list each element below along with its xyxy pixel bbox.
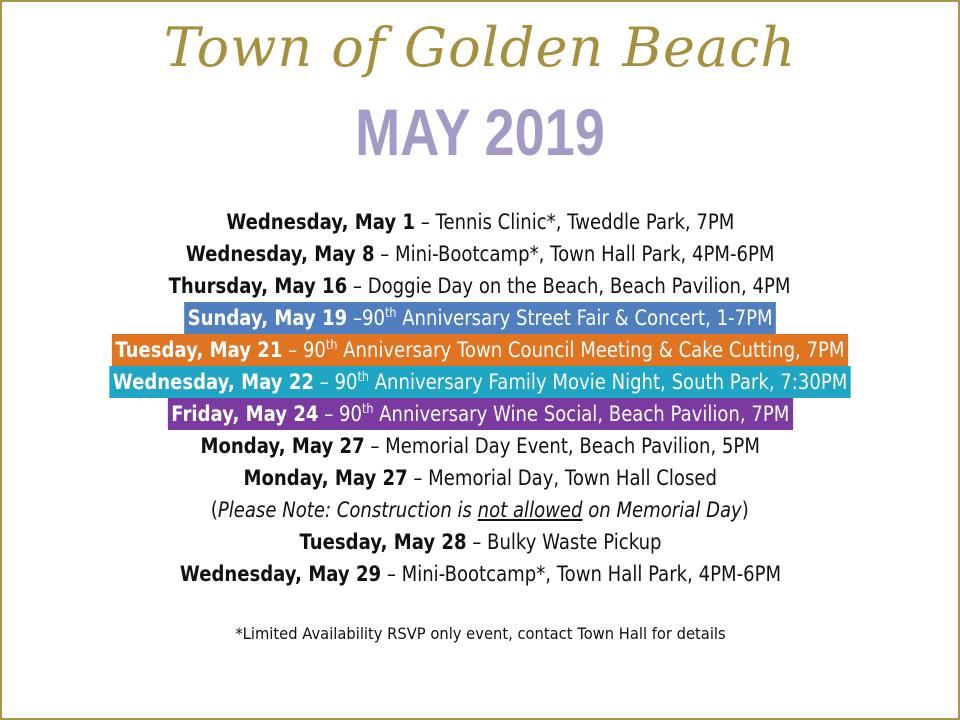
event-row	[2, 302, 958, 334]
event-description	[334, 370, 847, 394]
note-open-paren: (	[210, 498, 219, 522]
event-separator: –	[414, 210, 436, 234]
event-line	[182, 238, 777, 270]
event-desc-rest: Anniversary Town Council Meeting & Cake Cutting, 7PM	[337, 338, 845, 362]
ordinal-suffix: th	[357, 370, 369, 385]
event-description	[385, 434, 760, 458]
note-suffix: on Memorial Day	[582, 498, 742, 522]
event-date: Friday, May 24	[170, 402, 319, 426]
event-line	[296, 526, 665, 558]
note-prefix: Please Note: Construction is	[218, 498, 478, 522]
event-date: Tuesday, May 28	[298, 530, 467, 554]
event-desc-main: Tennis Clinic*, Tweddle Park, 7PM	[435, 210, 735, 234]
event-separator: –	[407, 466, 428, 490]
note-underlined: not allowed	[477, 498, 583, 522]
event-date: Thursday, May 16	[169, 274, 348, 298]
event-description	[435, 210, 734, 234]
event-description	[362, 306, 773, 330]
event-separator: –	[347, 274, 369, 298]
event-separator: –	[374, 242, 395, 266]
event-description	[395, 242, 774, 266]
note-row	[2, 494, 958, 526]
event-row	[2, 462, 958, 494]
event-desc-rest: Anniversary Family Movie Night, South Park, 7:30PM	[368, 370, 848, 394]
event-desc-rest: Anniversary Wine Social, Beach Pavilion, 7PM	[373, 402, 790, 426]
event-row	[2, 206, 958, 238]
event-separator: –	[347, 306, 362, 330]
event-separator: –	[466, 530, 487, 554]
flyer-title: Town of Golden Beach	[163, 16, 797, 79]
event-separator: –	[282, 338, 304, 362]
event-separator: –	[318, 402, 339, 426]
event-row	[2, 334, 958, 366]
event-desc-main: Memorial Day Event, Beach Pavilion, 5PM	[384, 434, 760, 458]
event-line	[166, 270, 795, 302]
event-description	[368, 274, 791, 298]
event-line	[240, 462, 720, 494]
event-desc-main: 90	[303, 338, 326, 362]
footnote	[2, 624, 958, 643]
event-line	[223, 206, 738, 238]
event-line	[197, 430, 763, 462]
footnote-text: *Limited Availability RSVP only event, contact Town Hall for details	[234, 624, 726, 643]
event-date: Wednesday, May 1	[225, 210, 415, 234]
event-line	[176, 558, 784, 590]
event-row	[2, 366, 958, 398]
event-row	[2, 238, 958, 270]
event-description	[487, 530, 661, 554]
ordinal-suffix: th	[384, 306, 397, 321]
month-heading: MAY 2019	[355, 95, 605, 169]
event-desc-main: Bulky Waste Pickup	[486, 530, 662, 554]
ordinal-suffix: th	[361, 402, 374, 417]
event-description	[303, 338, 845, 362]
note-italic	[218, 498, 742, 522]
event-separator: –	[364, 434, 385, 458]
event-desc-main: Mini-Bootcamp*, Town Hall Park, 4PM-6PM	[394, 242, 775, 266]
event-desc-main: 90	[361, 306, 385, 330]
event-row	[2, 558, 958, 590]
event-list	[2, 206, 958, 590]
event-row	[2, 430, 958, 462]
event-date: Monday, May 27	[200, 434, 365, 458]
event-row	[2, 526, 958, 558]
event-desc-main: Memorial Day, Town Hall Closed	[427, 466, 717, 490]
event-desc-main: 90	[338, 402, 362, 426]
event-date: Wednesday, May 29	[179, 562, 381, 586]
event-description	[401, 562, 780, 586]
event-date: Wednesday, May 8	[185, 242, 375, 266]
event-date: Wednesday, May 22	[112, 370, 314, 394]
event-line	[184, 302, 776, 334]
event-description	[339, 402, 789, 426]
note-close-paren: )	[741, 498, 750, 522]
event-line	[109, 366, 850, 398]
event-desc-rest: Anniversary Street Fair & Concert, 1-7PM	[396, 306, 773, 330]
event-date: Sunday, May 19	[187, 306, 348, 330]
event-date: Monday, May 27	[243, 466, 408, 490]
event-date: Tuesday, May 21	[115, 338, 283, 362]
event-separator: –	[380, 562, 402, 586]
event-desc-main: Doggie Day on the Beach, Beach Pavilion, 4PM	[368, 274, 791, 298]
event-desc-main: Mini-Bootcamp*, Town Hall Park, 4PM-6PM	[401, 562, 781, 586]
ordinal-suffix: th	[325, 338, 338, 353]
event-description	[428, 466, 717, 490]
event-separator: –	[313, 370, 335, 394]
note-line	[208, 494, 753, 526]
event-row	[2, 398, 958, 430]
event-row	[2, 270, 958, 302]
event-line	[168, 398, 793, 430]
event-line	[112, 334, 848, 366]
event-desc-main: 90	[334, 370, 358, 394]
